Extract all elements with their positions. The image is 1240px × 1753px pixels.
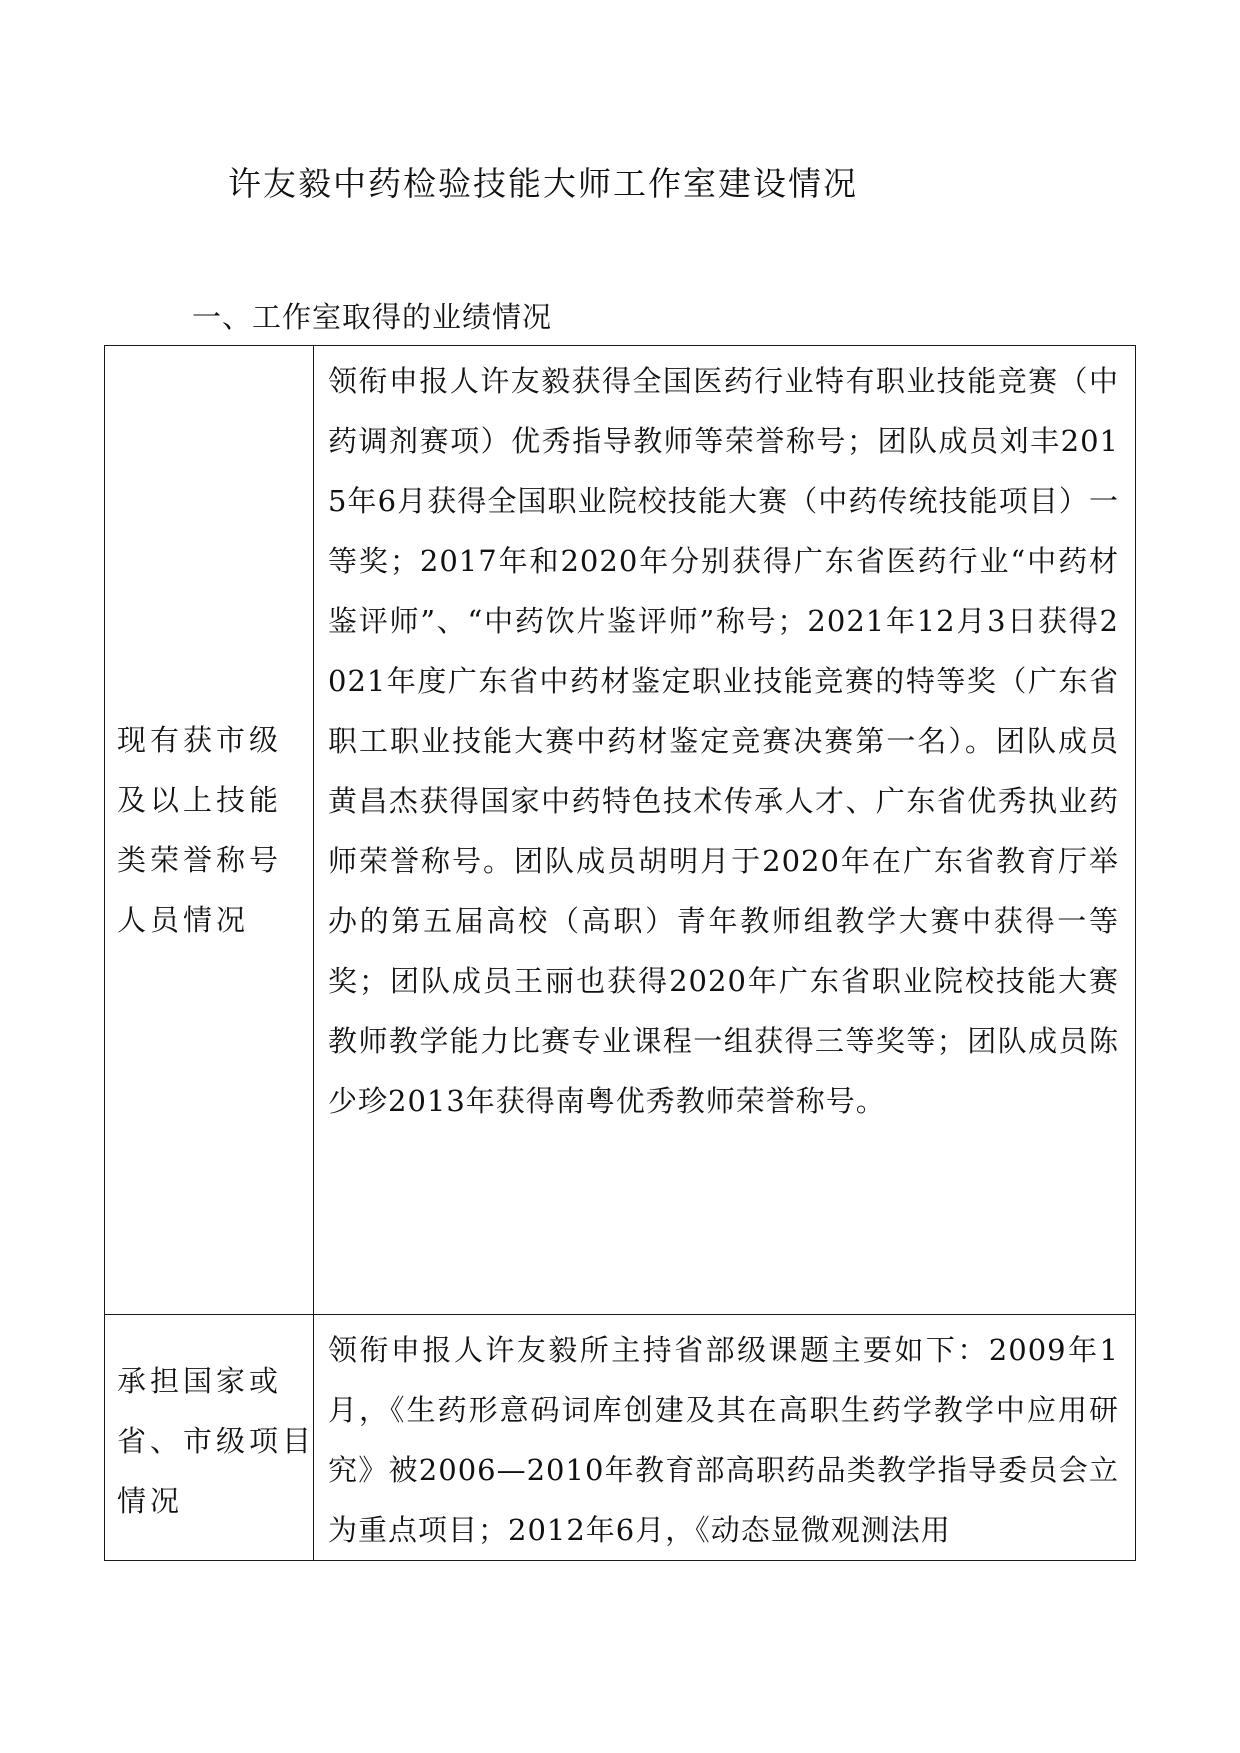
row-label bbox=[105, 710, 313, 950]
table-row-projects bbox=[105, 1315, 1136, 1561]
row-label-line: 类荣誉称号 bbox=[117, 843, 283, 877]
table-row-honors bbox=[105, 346, 1136, 1315]
document-title: 许友毅中药检验技能大师工作室建设情况 bbox=[228, 164, 858, 203]
row-content-cell bbox=[314, 1315, 1136, 1561]
row-label bbox=[105, 1315, 316, 1531]
row-label-line: 承担国家或 bbox=[117, 1364, 283, 1398]
row-label-cell bbox=[105, 346, 314, 1315]
projects-content-text: 领衔申报人许友毅所主持省部级课题主要如下：2009年1月，《生药形意码词库创建及其在高职生药学教学中应用研究》被2006—2010年教育部高职药品类教学指导委员会立为重点项目；2012年6月，《动态显微观测法用 bbox=[328, 1333, 1119, 1547]
row-label-cell bbox=[105, 1315, 314, 1561]
row-label-line: 及以上技能 bbox=[117, 783, 283, 817]
section-heading: 一、工作室取得的业绩情况 bbox=[192, 300, 553, 334]
row-label-line: 情况 bbox=[117, 1484, 184, 1518]
achievements-table bbox=[104, 345, 1136, 1561]
row-label-line: 人员情况 bbox=[117, 903, 250, 937]
row-label-line: 现有获市级 bbox=[117, 723, 283, 757]
row-content-cell bbox=[314, 346, 1136, 1315]
row-label-line: 省、市级项目 bbox=[117, 1424, 316, 1458]
honors-content-text: 领衔申报人许友毅获得全国医药行业特有职业技能竞赛（中药调剂赛项）优秀指导教师等荣誉称号；团队成员刘丰2015年6月获得全国职业院校技能大赛（中药传统技能项目）一等奖；2017年和2020年分别获得广东省医药行业“中药材鉴评师”、“中药饮片鉴评师”称号；2021年12月3日获得2021年度广东省中药材鉴定职业技能竞赛的特等奖（广东省职工职业技能大赛中药材鉴定竞赛决赛第一名）。团队成员黄昌杰获得国家中药特色技术传承人才、广东省优秀执业药师荣誉称号。团队成员胡明月于2020年在广东省教育厅举办的第五届高校（高职）青年教师组教学大赛中获得一等奖；团队成员王丽也获得2020年广东省职业院校技能大赛教师教学能力比赛专业课程一组获得三等奖等；团队成员陈少珍2013年获得南粤优秀教师荣誉称号。 bbox=[328, 364, 1119, 1118]
